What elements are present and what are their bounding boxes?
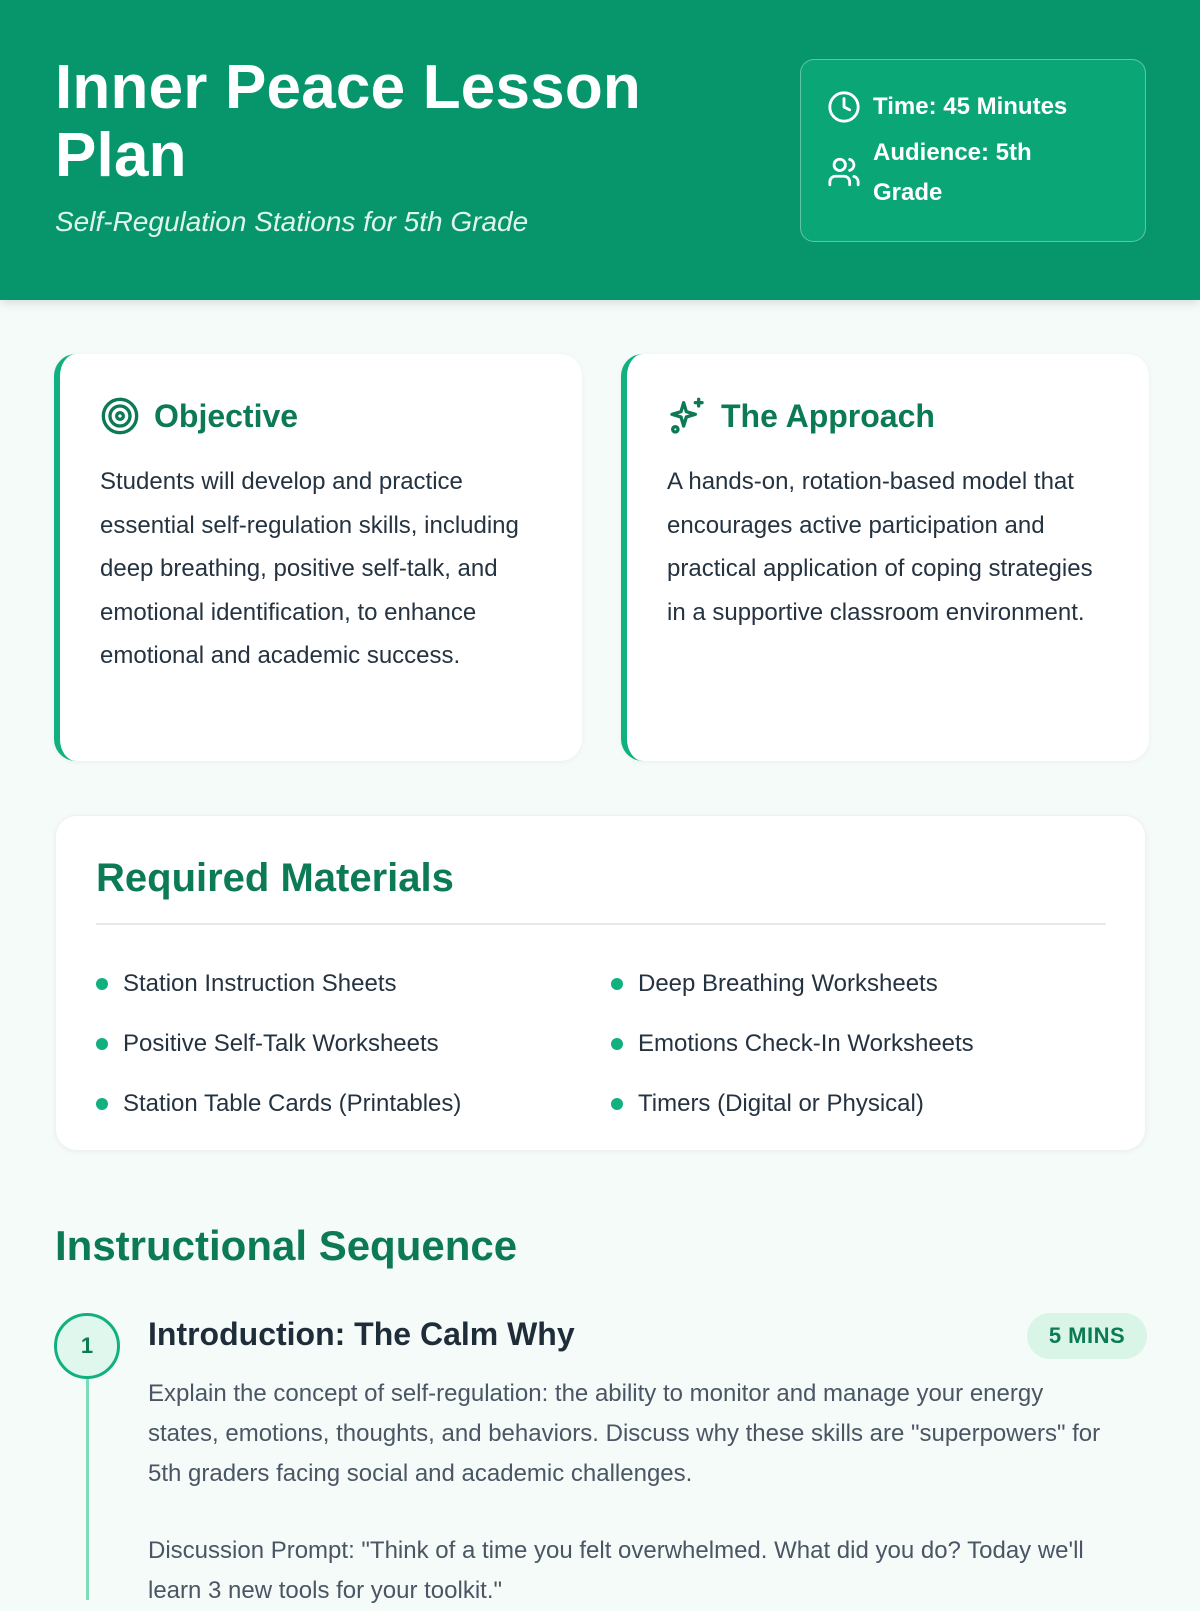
lesson-meta-card: [800, 59, 1146, 242]
objective-card: [54, 354, 582, 761]
approach-title: The Approach: [721, 397, 935, 434]
audience-meta: [827, 133, 1073, 213]
bullet-icon: [96, 1098, 108, 1110]
materials-list-left: [96, 954, 461, 1134]
timeline-line: [86, 1375, 89, 1600]
approach-text: A hands-on, rotation-based model that encourages active participation and practical application of coping strategies in a supportive classroom environment.: [667, 468, 1093, 626]
users-icon: [827, 155, 861, 189]
materials-card: [55, 815, 1146, 1151]
page-title: Inner Peace Lesson Plan: [55, 53, 641, 190]
header-banner: [0, 0, 1200, 300]
bullet-icon: [96, 978, 108, 990]
clock-icon: [827, 90, 861, 124]
objective-heading: [100, 396, 298, 436]
materials-divider: [96, 923, 1106, 925]
material-label: Station Instruction Sheets: [123, 970, 397, 997]
step-number-badge: 1: [54, 1313, 120, 1379]
page-subtitle: Self-Regulation Stations for 5th Grade: [55, 206, 529, 237]
materials-title: Required Materials: [96, 856, 454, 900]
bullet-icon: [611, 1038, 623, 1050]
bullet-icon: [96, 1038, 108, 1050]
list-item: [96, 1014, 461, 1074]
materials-list-right: [611, 954, 974, 1134]
objective-title: Objective: [154, 397, 299, 434]
step-description: Explain the concept of self-regulation: the ability to monitor and manage your energy states, emotions, thoughts, and behaviors. Discuss why these skills are "superpowers" for 5th graders facing social and academic challenges.: [148, 1380, 1101, 1487]
discussion-prompt: Discussion Prompt: "Think of a time you felt overwhelmed. What did you do? Today we'll learn 3 new tools for your toolkit.": [148, 1537, 1084, 1604]
bullet-icon: [611, 1098, 623, 1110]
time-meta: [827, 87, 1067, 127]
list-item: [611, 954, 974, 1014]
objective-text: Students will develop and practice essential self-regulation skills, including deep breathing, positive self-talk, and emotional identification, to enhance emotional and academic success.: [100, 468, 519, 669]
sparkles-icon: [667, 396, 707, 436]
list-item: [96, 954, 461, 1014]
material-label: Timers (Digital or Physical): [638, 1090, 924, 1117]
list-item: [96, 1074, 461, 1134]
audience-label: Audience: 5th Grade: [873, 139, 1032, 206]
material-label: Deep Breathing Worksheets: [638, 970, 938, 997]
list-item: [611, 1014, 974, 1074]
material-label: Emotions Check-In Worksheets: [638, 1030, 974, 1057]
sequence-title: Instructional Sequence: [55, 1222, 518, 1269]
approach-card: [621, 354, 1149, 761]
material-label: Positive Self-Talk Worksheets: [123, 1030, 439, 1057]
approach-heading: [667, 396, 935, 436]
target-icon: [100, 396, 140, 436]
duration-badge: 5 MINS: [1027, 1313, 1147, 1359]
bullet-icon: [611, 978, 623, 990]
step-title: Introduction: The Calm Why: [148, 1316, 575, 1352]
material-label: Station Table Cards (Printables): [123, 1090, 462, 1117]
list-item: [611, 1074, 974, 1134]
time-label: Time: 45 Minutes: [873, 93, 1068, 120]
